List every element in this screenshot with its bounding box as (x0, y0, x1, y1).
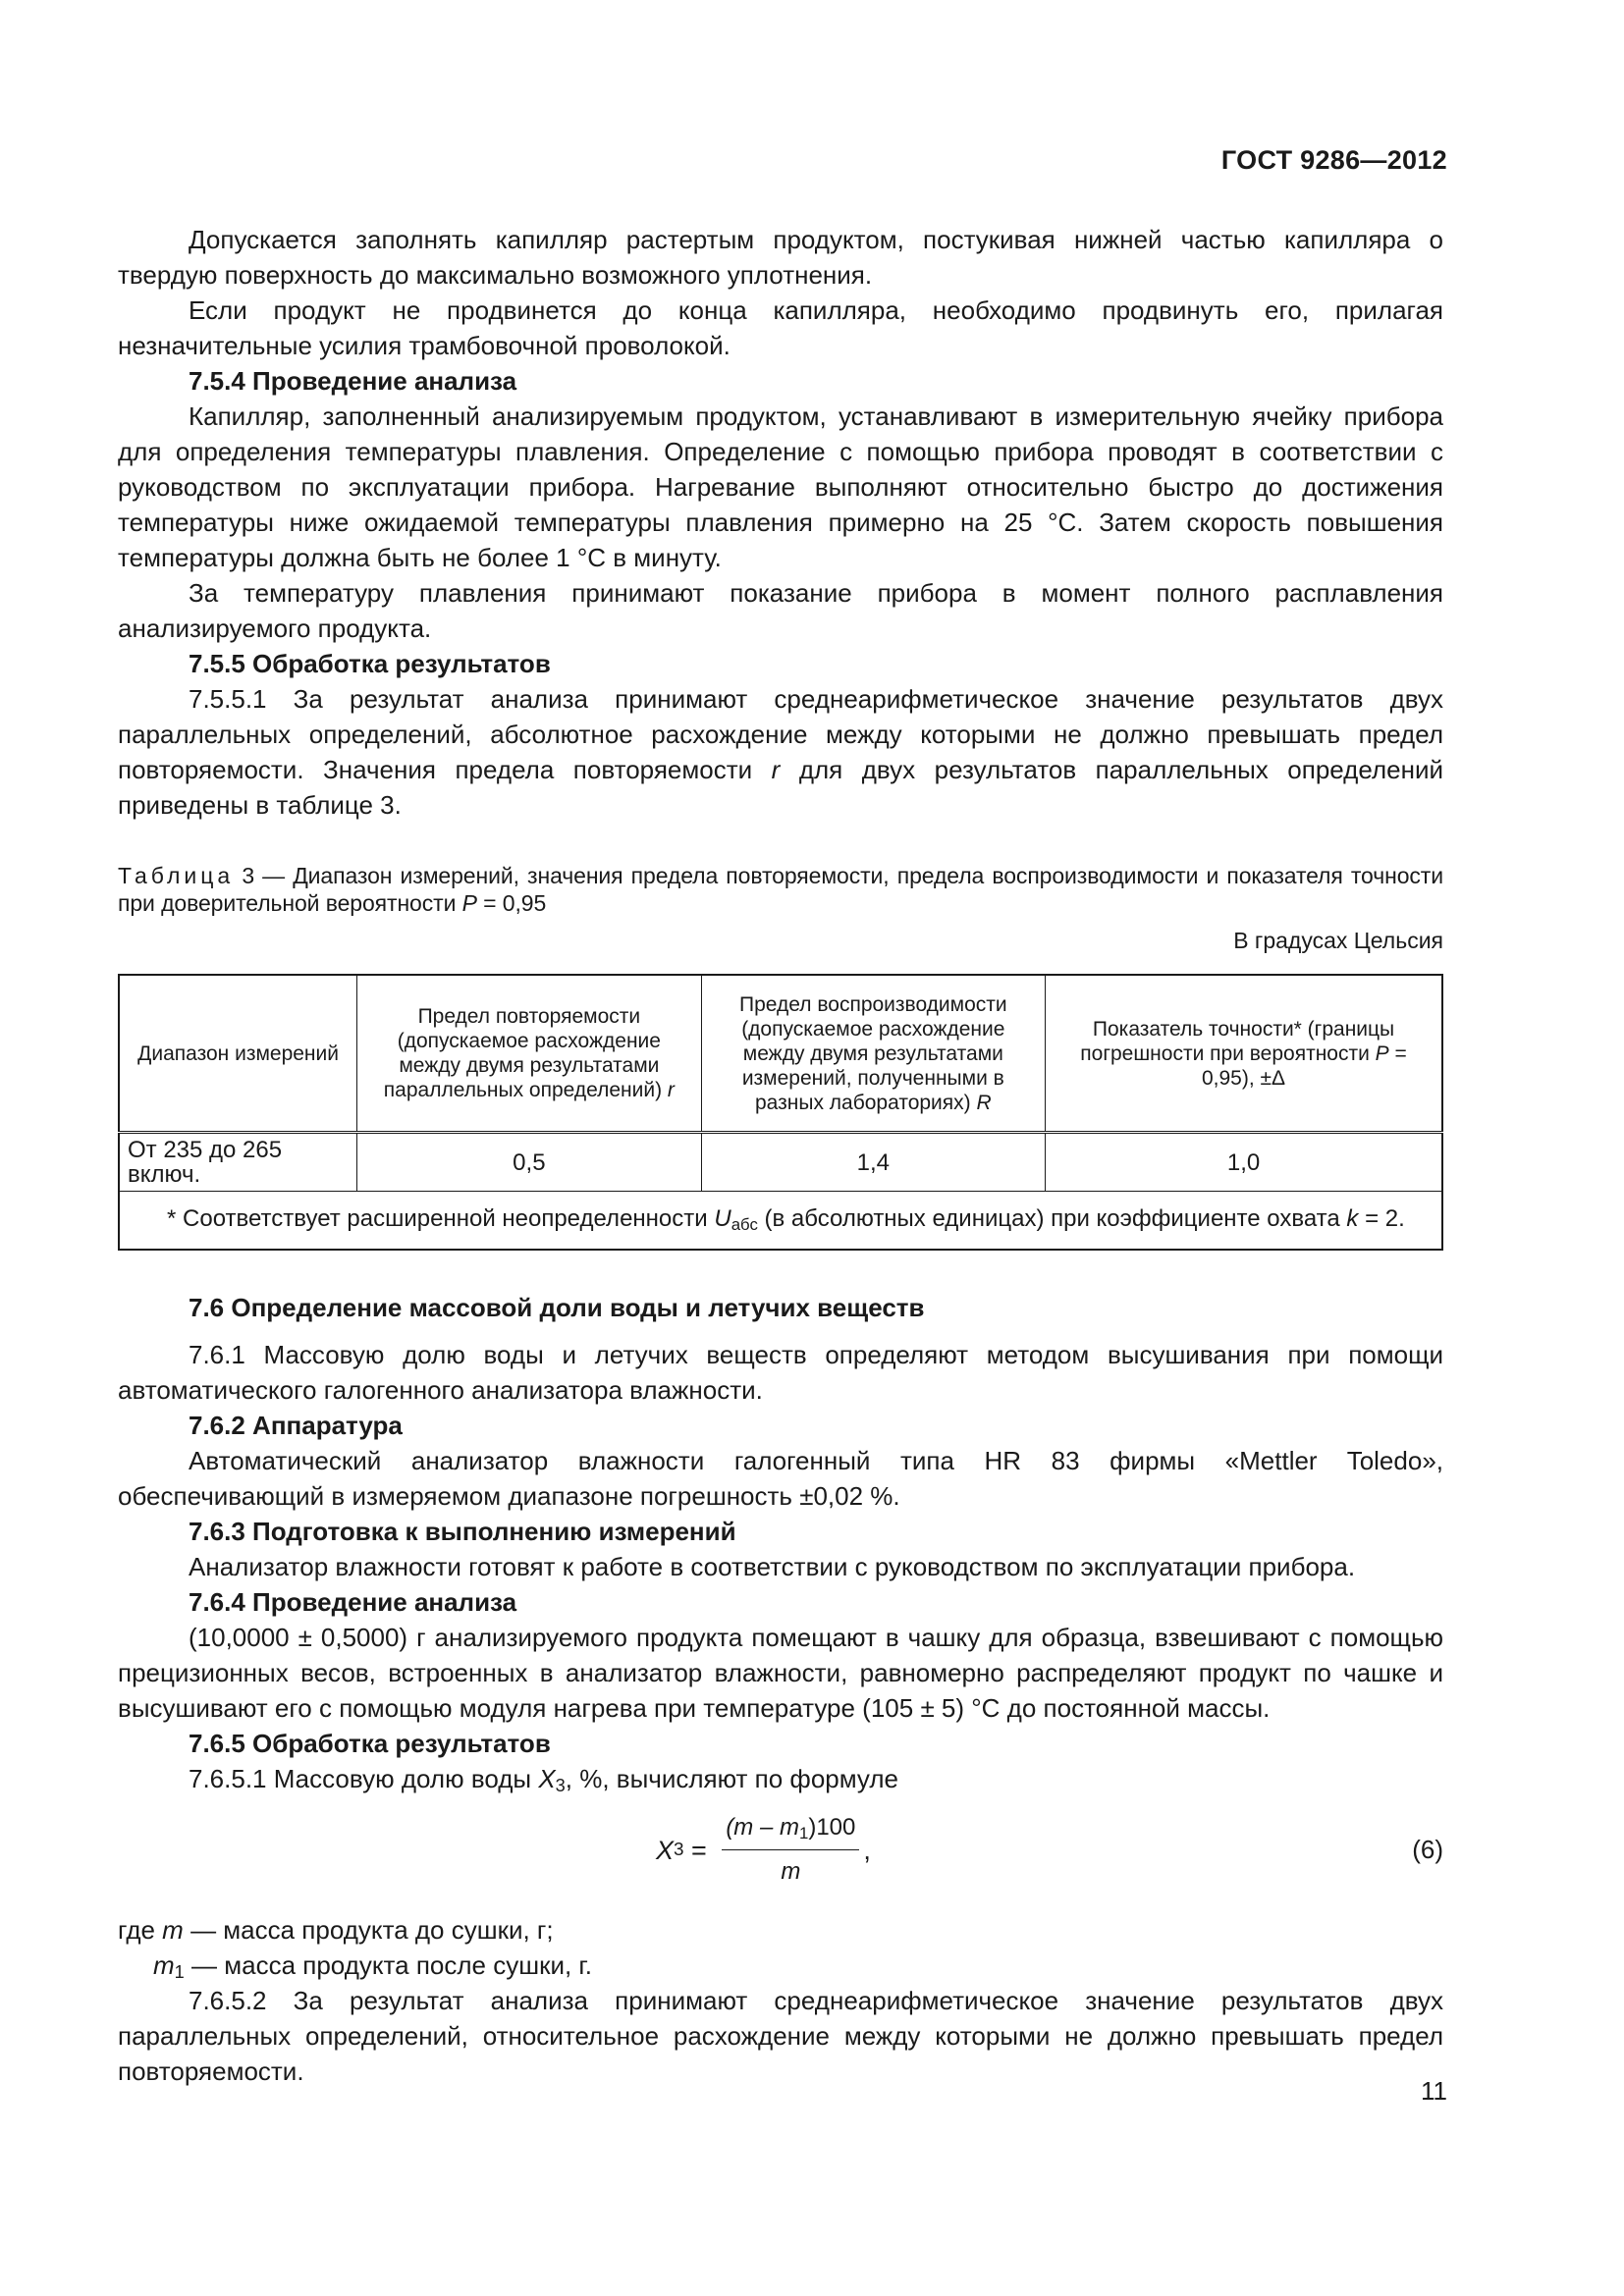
variable-k: k (1346, 1205, 1359, 1232)
legend-line (118, 1948, 1443, 1983)
section-heading: 7.6 Определение массовой доли воды и летучих веществ (189, 1293, 925, 1322)
paragraph: Капилляр, заполненный анализируемым продуктом, устанавливают в измерительную ячейку прибора для определения температуры плавления. Определение с помощью прибора проводят в соответствии с руководством по эксплуатации прибора. Нагревание выполняют относительно быстро до достижения температуры ниже ожидаемой температуры плавления примерно на 25 °С. Затем скорость повышения температуры должна быть не более 1 °С в минуту. (118, 401, 1443, 572)
text-run: — масса продукта после сушки, г. (184, 1950, 592, 1980)
formula-block (118, 1802, 1443, 1900)
variable-p: P (1375, 1041, 1389, 1065)
text-run: — масса продукта до сушки, г; (183, 1915, 554, 1945)
equals-sign: = (683, 1835, 715, 1865)
text-run: = 0,95 (476, 890, 547, 916)
text-run: = 0,95), ±Δ (1201, 1041, 1407, 1090)
section-heading: 7.6.4 Проведение анализа (189, 1587, 517, 1617)
paragraph (118, 1761, 1443, 1796)
variable-R: R (976, 1091, 992, 1114)
section-heading: 7.5.4 Проведение анализа (189, 366, 517, 396)
fraction-denominator: m (781, 1858, 801, 1885)
column-header (701, 975, 1045, 1133)
document-code-header: ГОСТ 9286—2012 (1220, 145, 1447, 175)
text-run: где (118, 1915, 163, 1945)
main-text (118, 222, 1443, 2089)
paragraph: Допускается заполнять капилляр растертым продуктом, постукивая нижней частью капилляра о твердую поверхность до максимально возможного уплотнения. (118, 225, 1443, 290)
text-run: , %, вычисляют по формуле (565, 1764, 898, 1793)
table-cell: 1,4 (701, 1133, 1045, 1192)
subscript: абс (731, 1215, 758, 1234)
table-caption-label: Таблица (118, 863, 235, 888)
text-run: (в абсолютных единицах) при коэффициенте охвата (757, 1205, 1347, 1232)
text-run: Предел воспроизводимости (допускаемое расхождение между двумя результатами измерений, полученными в разных лабораториях) (739, 992, 1007, 1114)
section-heading: 7.6.5 Обработка результатов (189, 1729, 551, 1758)
text-run: (m – m (726, 1814, 799, 1841)
text-run: Предел повторяемости (допускаемое расхождение между двумя результатами параллельных определений) (383, 1005, 668, 1101)
table-3 (118, 974, 1443, 1251)
section-heading: 7.5.5 Обработка результатов (189, 649, 551, 678)
section-heading: 7.6.2 Аппаратура (189, 1411, 403, 1440)
paragraph: 7.6.5.2 За результат анализа принимают среднеарифметическое значение результатов двух параллельных определений, относительное расхождение между которыми не должно превышать предел повторяемости. (118, 1986, 1443, 2086)
table-caption (118, 862, 1443, 917)
subscript: 1 (174, 1962, 185, 1982)
formula-comma: , (863, 1835, 871, 1865)
variable-r: r (771, 755, 781, 784)
column-header (1046, 975, 1442, 1133)
text-run: для двух результатов параллельных определений приведены в таблице 3. (118, 755, 1443, 820)
table-cell: От 235 до 265 включ. (119, 1133, 357, 1192)
fraction (722, 1810, 859, 1890)
text-run: 7.6.5.1 Массовую долю воды (189, 1764, 539, 1793)
paragraph (118, 681, 1443, 823)
table-cell: 0,5 (357, 1133, 701, 1192)
table-header-row (119, 975, 1442, 1133)
paragraph: За температуру плавления принимают показание прибора в момент полного расплавления анализируемого продукта. (118, 578, 1443, 643)
formula-lhs: X (656, 1835, 675, 1865)
variable-m: m (162, 1915, 184, 1945)
section-heading: 7.6.3 Подготовка к выполнению измерений (189, 1517, 736, 1546)
text-run: = 2. (1358, 1205, 1405, 1232)
paragraph: (10,0000 ± 0,5000) г анализируемого продукта помещают в чашку для образца, взвешивают с помощью прецизионных весов, встроенных в анализатор влажности, равномерно распределяют продукт по чашке и высушивают его с помощью модуля нагрева при температуре (105 ± 5) °С до постоянной массы. (118, 1623, 1443, 1723)
table-footnote (119, 1192, 1442, 1251)
text-run: 7.5.5.1 За результат анализа принимают среднеарифметическое значение результатов двух параллельных определений, абсолютное расхождение между которыми не должно превышать предел повторяемости. Значения предела повторяемости (118, 684, 1443, 784)
paragraph: Анализатор влажности готовят к работе в соответствии с руководством по эксплуатации прибора. (189, 1552, 1356, 1581)
equation-number: (6) (1412, 1835, 1443, 1864)
text-run: 3 — Диапазон измерений, значения предела повторяемости, предела воспроизводимости и показателя точности при доверительной вероятности (118, 863, 1443, 916)
table-units: В градусах Цельсия (1233, 928, 1443, 953)
table-footnote-row (119, 1192, 1442, 1251)
formula: X 3 = $\frac{(m - m_1)100}{m}$ , (656, 1810, 871, 1890)
paragraph: Автоматический анализатор влажности галогенный типа HR 83 фирмы «Mettler Toledo», обеспечивающий в измеряемом диапазоне погрешность ±0,02 %. (118, 1446, 1443, 1511)
paragraph: Если продукт не продвинется до конца капилляра, необходимо продвинуть его, прилагая незначительные усилия трамбовочной проволокой. (118, 295, 1443, 360)
variable-r: r (667, 1079, 675, 1101)
text-run: Показатель точности* (границы погрешности при вероятности (1080, 1017, 1395, 1065)
variable-m1: m (153, 1950, 175, 1980)
variable-p: P (461, 890, 477, 916)
subscript: 1 (798, 1824, 809, 1842)
column-header: Диапазон измерений (119, 975, 357, 1133)
text-run: * Соответствует расширенной неопределенности (167, 1205, 715, 1232)
variable-u: U (714, 1205, 731, 1232)
page-number: 11 (1421, 2076, 1447, 2106)
legend-line (118, 1912, 1443, 1948)
table-row (119, 1133, 1442, 1192)
fraction-numerator (722, 1810, 859, 1850)
table-cell: 1,0 (1046, 1133, 1442, 1192)
text-run: )100 (808, 1814, 856, 1841)
paragraph: 7.6.1 Массовую долю воды и летучих веществ определяют методом высушивания при помощи автоматического галогенного анализатора влажности. (118, 1340, 1443, 1405)
subscript: 3 (555, 1776, 566, 1795)
column-header (357, 975, 701, 1133)
variable-x: X (538, 1764, 556, 1793)
